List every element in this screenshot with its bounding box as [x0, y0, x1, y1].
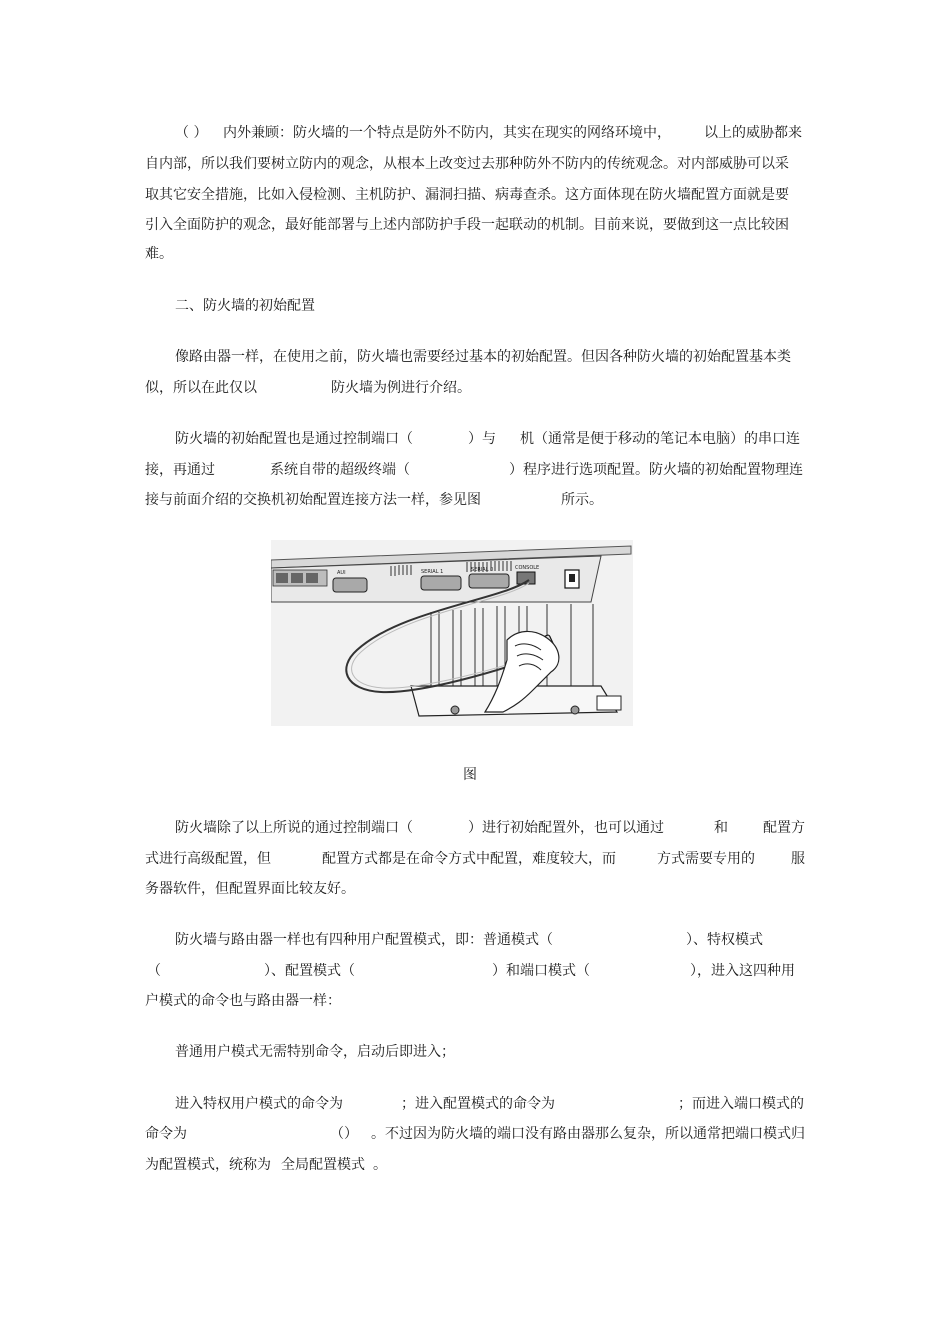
p1-line-1	[175, 124, 815, 142]
p1-line-1-tail: 以上的威胁都来	[704, 125, 802, 141]
p5-line-1	[175, 931, 815, 949]
p4-line-2-c: 方式需要专用的	[657, 851, 755, 867]
p4-line-2	[145, 850, 815, 868]
p2-line-2-a: 似，所以在此仅以	[145, 380, 257, 396]
p2-line-1: 像路由器一样，在使用之前，防火墙也需要经过基本的初始配置。但因各种防火墙的初始配置基本类	[175, 349, 791, 365]
p4-line-1-d: 配置方	[763, 820, 805, 836]
p4-line-1-c: 和	[714, 820, 728, 836]
p7-line-3-c: 。	[373, 1157, 387, 1173]
p3-line-3-a: 接与前面介绍的交换机初始配置连接方法一样，参见图	[145, 492, 481, 508]
p1-line-4: 引入全面防护的观念，最好能部署与上述内部防护手段一起联动的机制。目前来说，要做到这一点比较困	[145, 217, 789, 233]
console-label: CONSOLE	[515, 565, 540, 571]
p5-line-3: 户模式的命令也与路由器一样：	[145, 993, 341, 1009]
p6-line: 普通用户模式无需特别命令，启动后即进入；	[175, 1044, 455, 1060]
serial1-label: SERIAL 1	[421, 569, 444, 575]
section-heading: 二、防火墙的初始配置	[175, 298, 315, 314]
p4-line-3: 务器软件，但配置界面比较友好。	[145, 881, 355, 897]
p7-line-2-a: 命令为	[145, 1126, 187, 1142]
p5-line-2-d: ），进入这四种用	[690, 963, 795, 979]
p7-line-2-c: 。不过因为防火墙的端口没有路由器那么复杂，所以通常把端口模式归	[371, 1126, 805, 1142]
p5-line-2-b: ）、配置模式（	[264, 963, 355, 979]
p1-line-1-text: 内外兼顾：防火墙的一个特点是防外不防内，其实在现实的网络环境中，	[223, 125, 671, 141]
p4-line-1-b: ）进行初始配置外，也可以通过	[468, 820, 664, 836]
p5-line-2-c: ）和端口模式（	[492, 963, 590, 979]
p2-line-2-b: 防火墙为例进行介绍。	[331, 380, 471, 396]
p5-line-1-b: ）、特权模式	[686, 932, 763, 948]
p3-line-1-c: 机（通常是便于移动的笔记本电脑）的串口连	[520, 431, 800, 447]
p7-line-1	[175, 1095, 815, 1113]
serial0-label: SERIAL 0	[471, 567, 494, 573]
console-connection-figure	[271, 540, 633, 726]
p7-line-2	[145, 1125, 815, 1143]
p3-line-3	[145, 491, 815, 509]
p3-line-3-b: 所示。	[561, 492, 603, 508]
p7-line-1-b: ；进入配置模式的命令为	[401, 1096, 555, 1112]
p4-line-2-b: 配置方式都是在命令方式中配置，难度较大，而	[322, 851, 616, 867]
p7-line-2-b: （）	[330, 1126, 358, 1142]
aui-label: AUI	[337, 570, 346, 576]
p7-line-1-a: 进入特权用户模式的命令为	[175, 1096, 343, 1112]
p3-line-2-a: 接，再通过	[145, 462, 215, 478]
p2-line-2	[145, 379, 805, 397]
p4-line-2-a: 式进行高级配置，但	[145, 851, 271, 867]
p4-line-2-d: 服	[791, 851, 805, 867]
p5-line-2	[145, 962, 815, 980]
p3-line-2-c: ）程序进行选项配置。防火墙的初始配置物理连	[509, 462, 803, 478]
p1-line-2: 自内部，所以我们要树立防内的观念，从根本上改变过去那种防外不防内的传统观念。对内部威胁可以采	[145, 156, 789, 172]
p3-line-2	[145, 461, 815, 479]
p5-line-2-a: （	[147, 963, 161, 979]
p7-line-3	[145, 1156, 815, 1174]
p1-line-5: 难。	[145, 246, 173, 262]
p4-line-1	[175, 819, 815, 837]
figure-caption: 图	[463, 767, 477, 783]
p3-line-1-b: ）与	[468, 431, 496, 447]
p3-line-1	[175, 430, 815, 448]
p7-line-1-c: ；而进入端口模式的	[678, 1096, 804, 1112]
p3-line-2-b: 系统自带的超级终端（	[270, 462, 410, 478]
p1-parens: （ ）	[175, 125, 208, 141]
p4-line-1-a: 防火墙除了以上所说的通过控制端口（	[175, 820, 413, 836]
p7-line-3-a: 为配置模式，统称为	[145, 1157, 271, 1173]
p5-line-1-a: 防火墙与路由器一样也有四种用户配置模式，即：普通模式（	[175, 932, 553, 948]
p3-line-1-a: 防火墙的初始配置也是通过控制端口（	[175, 431, 413, 447]
p1-line-3: 取其它安全措施，比如入侵检测、主机防护、漏洞扫描、病毒查杀。这方面体现在防火墙配置方面就是要	[145, 187, 789, 203]
p7-line-3-b: 全局配置模式	[281, 1157, 365, 1173]
